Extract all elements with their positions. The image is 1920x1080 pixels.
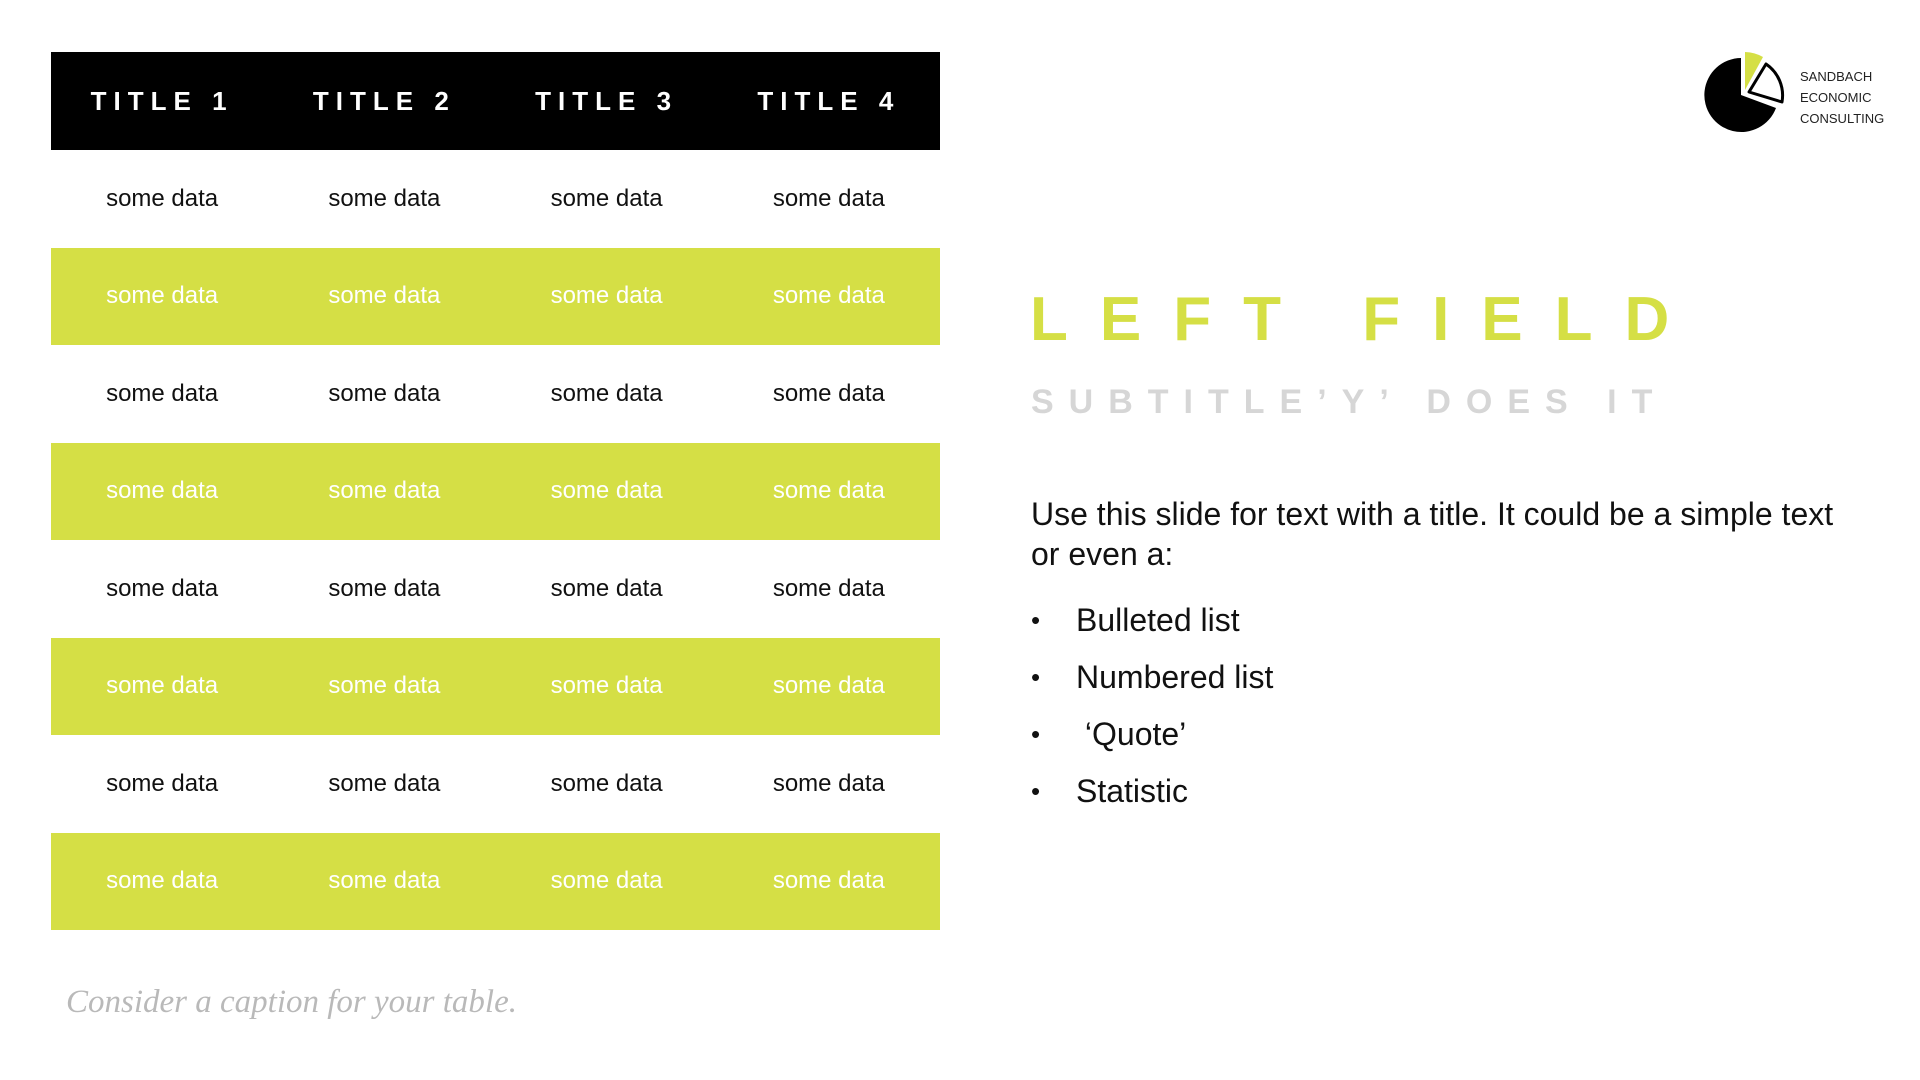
table-cell: some data — [106, 769, 219, 797]
table-cell: some data — [106, 477, 219, 505]
table-row — [51, 150, 940, 248]
list-item — [1031, 592, 1273, 649]
table-cell: some data — [550, 672, 663, 700]
bullet-icon: • — [1031, 776, 1041, 806]
table-cell: some data — [772, 184, 885, 212]
table-row — [51, 540, 940, 638]
list-item — [1031, 706, 1273, 763]
list-item-text: ‘Quote’ — [1076, 716, 1187, 752]
column-header: TITLE 1 — [90, 85, 234, 116]
list-item-text: Numbered list — [1076, 659, 1274, 695]
table-cell: some data — [106, 282, 219, 310]
list-item-text: Statistic — [1076, 773, 1189, 809]
table-row — [51, 735, 940, 833]
table-cell: some data — [772, 282, 885, 310]
table-cell: some data — [772, 672, 885, 700]
table-cell: some data — [328, 769, 441, 797]
table-row — [51, 248, 940, 346]
logo-wordmark — [1800, 66, 1884, 129]
table-cell: some data — [772, 574, 885, 602]
body-paragraph: Use this slide for text with a title. It could be a simple text or even a: — [1031, 496, 1834, 572]
table-row — [51, 833, 940, 931]
table-cell: some data — [772, 379, 885, 407]
table-cell: some data — [328, 379, 441, 407]
table-cell: some data — [106, 672, 219, 700]
table-cell: some data — [772, 477, 885, 505]
table-cell: some data — [328, 672, 441, 700]
table-cell: some data — [550, 379, 663, 407]
table-cell: some data — [328, 574, 441, 602]
table-cell: some data — [550, 477, 663, 505]
list-item — [1031, 763, 1273, 820]
logo-text-line: CONSULTING — [1800, 111, 1885, 126]
bullet-icon: • — [1031, 662, 1041, 692]
bullet-list — [1031, 592, 1273, 820]
company-logo — [1696, 50, 1896, 140]
table-cell: some data — [550, 769, 663, 797]
table-cell: some data — [328, 184, 441, 212]
table-row — [51, 443, 940, 541]
table-cell: some data — [550, 282, 663, 310]
table-cell: some data — [550, 184, 663, 212]
table-row — [51, 638, 940, 736]
slide-subtitle: SUBTITLE’Y’ DOES IT — [1031, 383, 1668, 421]
list-item-text: Bulleted list — [1076, 602, 1240, 638]
logo-text-line: ECONOMIC — [1800, 90, 1872, 105]
table-caption: Consider a caption for your table. — [66, 984, 517, 1020]
table-cell: some data — [106, 867, 219, 895]
pie-chart-icon — [1696, 50, 1796, 140]
slide-title: LEFT FIELD — [1030, 285, 1702, 354]
table-cell: some data — [550, 867, 663, 895]
bullet-icon: • — [1031, 719, 1041, 749]
logo-text-line: SANDBACH — [1800, 69, 1873, 84]
table-cell: some data — [328, 282, 441, 310]
table-header-row — [51, 52, 940, 150]
table-cell: some data — [106, 574, 219, 602]
list-item — [1031, 649, 1273, 706]
column-header: TITLE 4 — [757, 85, 901, 116]
bullet-icon: • — [1031, 605, 1041, 635]
table-row — [51, 345, 940, 443]
column-header: TITLE 2 — [312, 85, 456, 116]
table-cell: some data — [328, 867, 441, 895]
table-cell: some data — [106, 379, 219, 407]
table-cell: some data — [772, 867, 885, 895]
column-header: TITLE 3 — [535, 85, 679, 116]
data-table — [51, 52, 940, 930]
table-cell: some data — [550, 574, 663, 602]
table-cell: some data — [328, 477, 441, 505]
table-cell: some data — [772, 769, 885, 797]
table-cell: some data — [106, 184, 219, 212]
